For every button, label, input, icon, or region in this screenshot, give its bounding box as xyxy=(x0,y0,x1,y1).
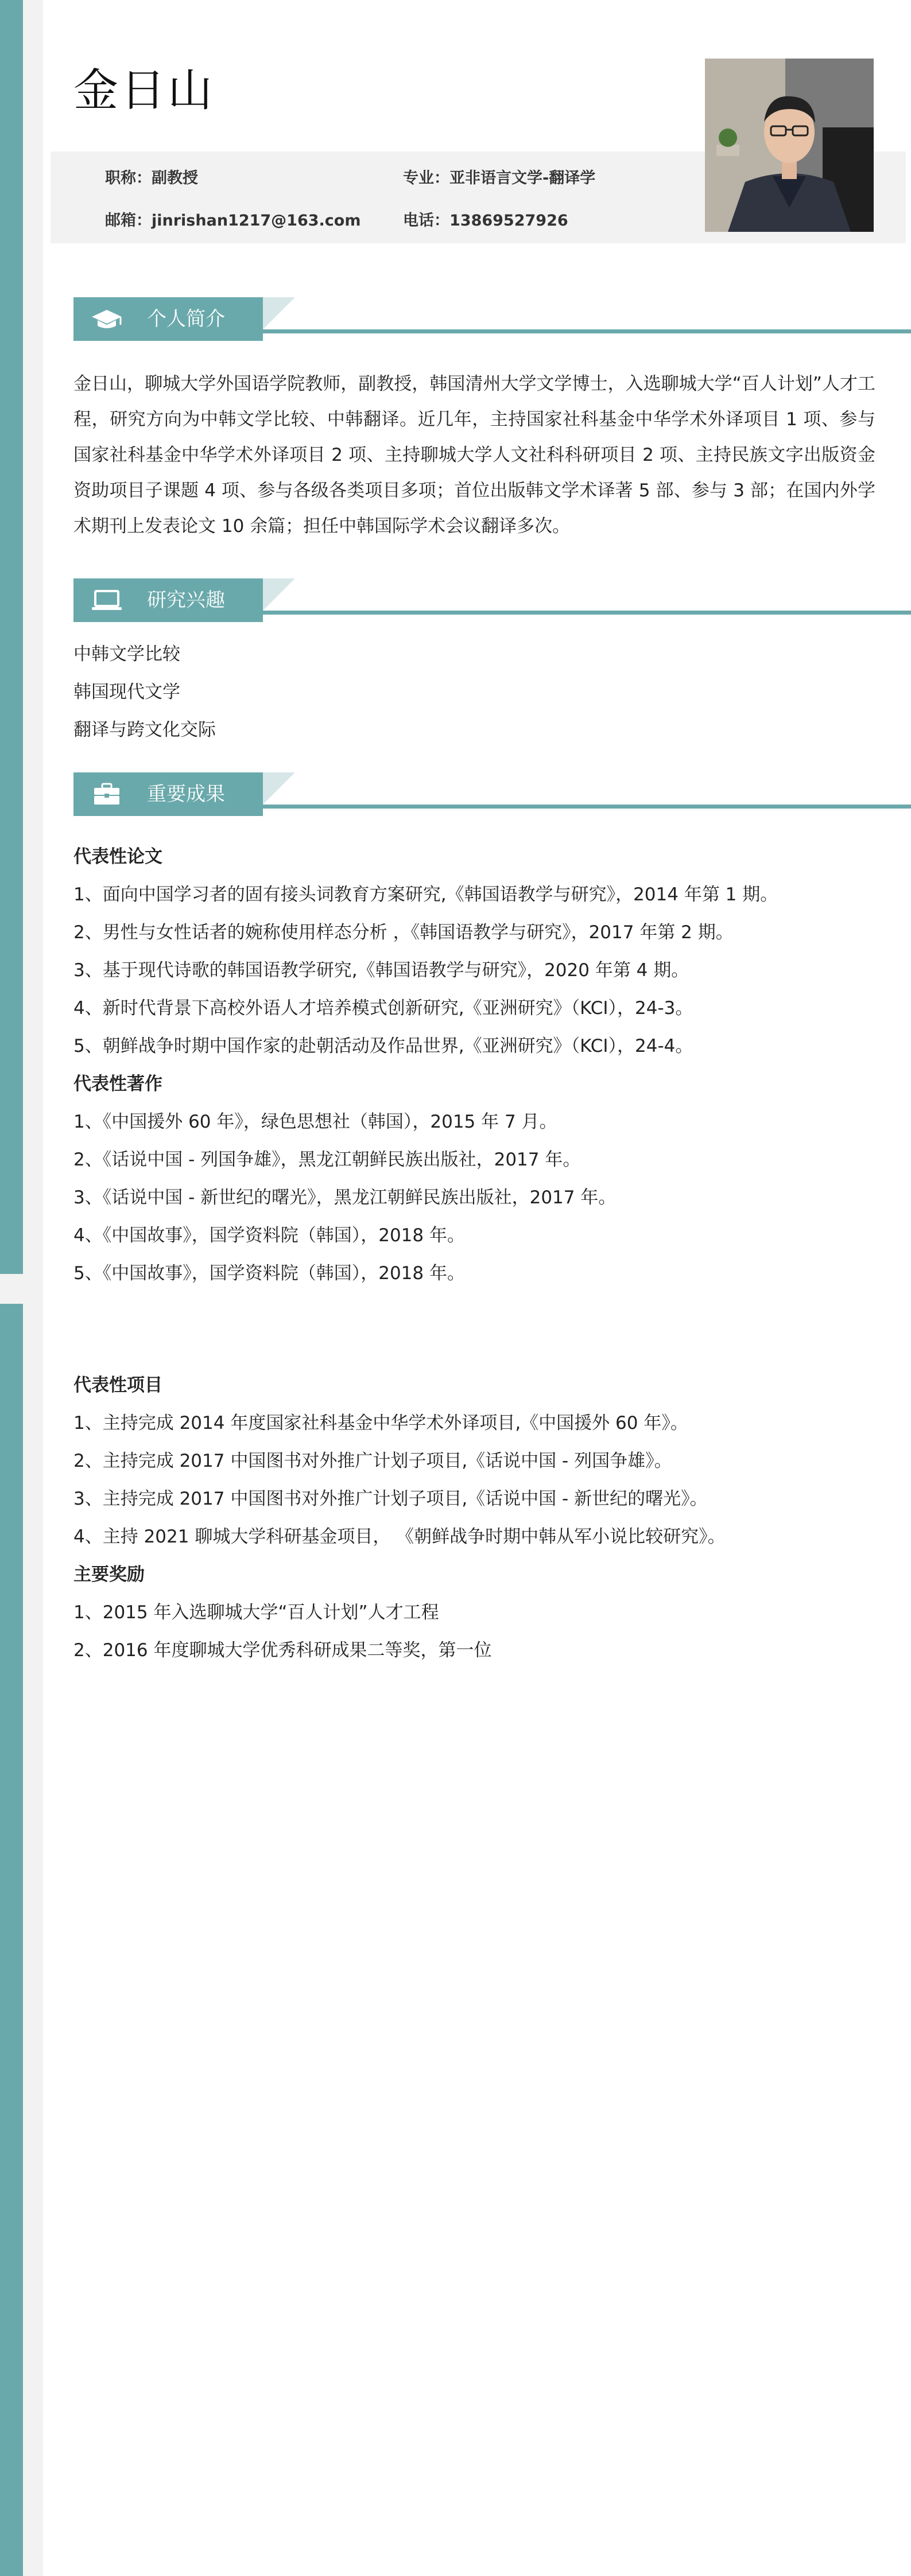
briefcase-icon xyxy=(91,783,123,806)
list-item: 5、朝鲜战争时期中国作家的赴朝活动及作品世界,《亚洲研究》（KCI），24-4。 xyxy=(73,1036,693,1056)
section-header-achievements xyxy=(73,772,911,816)
left-accent-bar-bottom xyxy=(0,1304,23,2576)
phone-field xyxy=(403,208,568,230)
section-header-interests xyxy=(73,578,911,622)
list-item: 2、2016 年度聊城大学优秀科研成果二等奖，第一位 xyxy=(73,1640,492,1661)
list-item: 4、主持 2021 聊城大学科研基金项目， 《朝鲜战争时期中韩从军小说比较研究》。 xyxy=(73,1526,726,1547)
awards-heading: 主要奖励 xyxy=(73,1564,145,1585)
section-title-profile: 个人简介 xyxy=(147,308,225,331)
list-item: 5、《中国故事》，国学资料院（韩国），2018 年。 xyxy=(73,1263,465,1284)
major-label: 专业： xyxy=(403,169,449,187)
section-rule xyxy=(263,611,911,615)
title-value: 副教授 xyxy=(152,169,198,187)
section-notch xyxy=(263,297,295,329)
graduation-cap-icon xyxy=(91,308,123,331)
list-item: 4、《中国故事》，国学资料院（韩国），2018 年。 xyxy=(73,1225,465,1246)
list-item: 2、《话说中国 - 列国争雄》，黑龙江朝鲜民族出版社，2017 年。 xyxy=(73,1149,581,1170)
list-item: 1、《中国援外 60 年》，绿色思想社（韩国），2015 年 7 月。 xyxy=(73,1112,557,1132)
list-item: 翻译与跨文化交际 xyxy=(73,720,216,740)
list-item: 3、基于现代诗歌的韩国语教学研究,《韩国语教学与研究》，2020 年第 4 期。 xyxy=(73,960,689,981)
projects-heading: 代表性项目 xyxy=(73,1375,162,1396)
section-title-interests: 研究兴趣 xyxy=(147,589,225,612)
list-item: 3、主持完成 2017 中国图书对外推广计划子项目,《话说中国 - 新世纪的曙光》。 xyxy=(73,1489,708,1509)
section-tab xyxy=(73,297,263,341)
section-header-profile xyxy=(73,297,911,341)
person-name: 金日山 xyxy=(73,65,215,116)
major-field xyxy=(403,165,595,188)
laptop-icon xyxy=(91,589,123,612)
list-item: 韩国现代文学 xyxy=(73,682,180,702)
list-item: 中韩文学比较 xyxy=(73,644,180,665)
list-item: 3、《话说中国 - 新世纪的曙光》，黑龙江朝鲜民族出版社，2017 年。 xyxy=(73,1187,617,1208)
major-value: 亚非语言文学-翻译学 xyxy=(449,169,596,187)
interests-list xyxy=(73,635,889,749)
section-notch xyxy=(263,578,295,611)
email-field xyxy=(105,208,361,230)
left-accent-bar-top xyxy=(0,0,23,1274)
profile-photo xyxy=(705,59,874,232)
section-rule xyxy=(263,805,911,809)
list-item: 4、新时代背景下高校外语人才培养模式创新研究,《亚洲研究》（KCI），24-3。 xyxy=(73,998,693,1019)
section-title-achievements: 重要成果 xyxy=(147,783,225,806)
list-item: 2、男性与女性话者的婉称使用样态分析 ，《韩国语教学与研究》，2017 年第 2 期。 xyxy=(73,922,734,943)
title-field xyxy=(105,165,198,188)
phone-label: 电话： xyxy=(403,212,449,230)
profile-text: 金日山，聊城大学外国语学院教师，副教授，韩国清州大学文学博士，入选聊城大学“百人计划”人才工程，研究方向为中韩文学比较、中韩翻译。近几年，主持国家社科基金中华学术外译项目 1 项、参与国家社科基金中华学术外译项目 2 项、主持聊城大学人文社科科研项目 2 项、主持民族文字出版资金资助项目子课题 4 项、参与各级各类项目多项；首位出版韩文学术译著 5 部、参与 3 部；在国内外学术期刊上发表论文 10 余篇；担任中韩国际学术会议翻译多次。 xyxy=(73,374,875,537)
achievements-list-page1 xyxy=(73,838,889,1292)
list-item: 1、面向中国学习者的固有接头词教育方案研究,《韩国语教学与研究》，2014 年第 1 期。 xyxy=(73,884,778,905)
list-item: 2、主持完成 2017 中国图书对外推广计划子项目,《话说中国 - 列国争雄》。 xyxy=(73,1451,672,1471)
list-item: 1、2015 年入选聊城大学“百人计划”人才工程 xyxy=(73,1602,439,1623)
email-value[interactable]: jinrishan1217@163.com xyxy=(152,212,361,230)
list-item: 1、主持完成 2014 年度国家社科基金中华学术外译项目,《中国援外 60 年》。 xyxy=(73,1413,688,1433)
email-label: 邮箱： xyxy=(105,212,152,230)
section-tab xyxy=(73,578,263,622)
papers-heading: 代表性论文 xyxy=(73,846,162,867)
title-label: 职称： xyxy=(105,169,152,187)
phone-value: 13869527926 xyxy=(449,212,568,230)
section-notch xyxy=(263,772,295,805)
section-rule xyxy=(263,329,911,333)
books-heading: 代表性著作 xyxy=(73,1074,162,1094)
section-tab xyxy=(73,772,263,816)
achievements-list-page2 xyxy=(73,1366,889,1669)
